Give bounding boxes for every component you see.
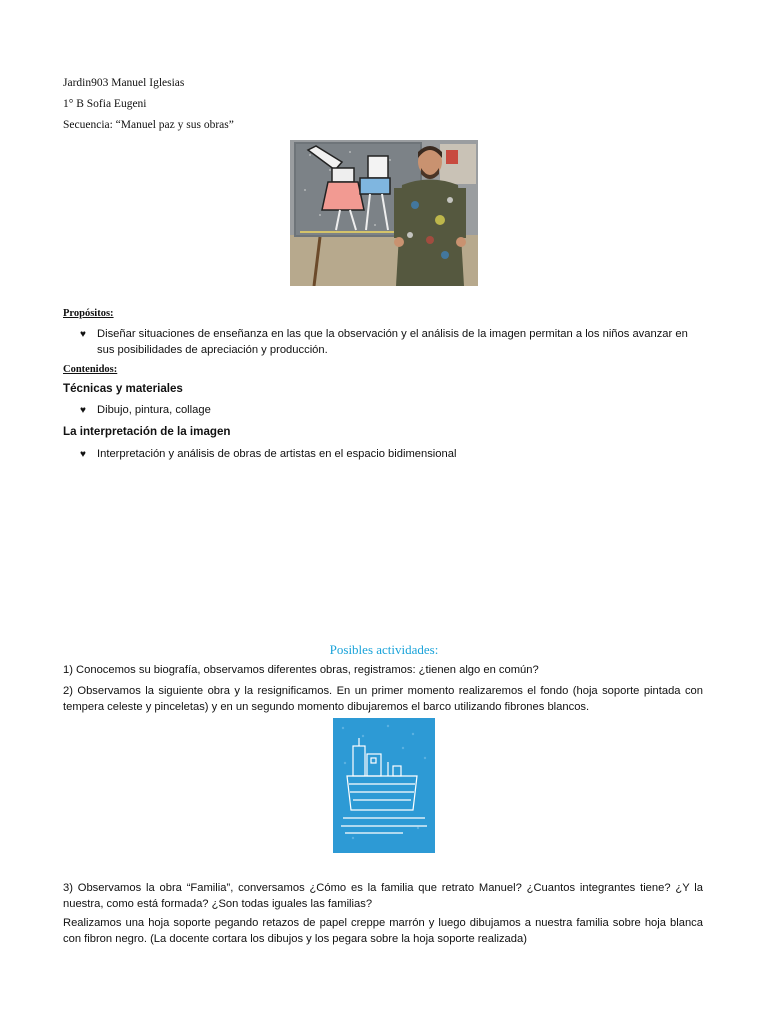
section-title-interpretation: La interpretación de la imagen — [63, 425, 231, 438]
purpose-item-text: Diseñar situaciones de enseñanza en las que la observación y el análisis de la imagen permitan a los niños avanzar en sus posibilidades de apreciación y producción. — [97, 328, 688, 356]
sequence-line: Secuencia: “Manuel paz y sus obras” — [63, 119, 234, 131]
artist-photo — [290, 140, 478, 286]
contents-heading: Contenidos: — [63, 364, 118, 375]
activity-paragraph: 2) Observamos la siguiente obra y la resignificamos. En un primer momento realizaremos el fondo (hoja soporte pintada con tempera celeste y pinceletas) y en un segundo momento dibujaremos el barco utilizando fibrones blancos. — [63, 685, 703, 713]
activity-paragraph: Realizamos una hoja soporte pegando retazos de papel creppe marrón y luego dibujamos a nuestra familia sobre hoja blanca con fibron negro. (La docente cortara los dibujos y los pegara sobre la hoja soporte realizada) — [63, 917, 703, 945]
boat-artwork-image — [333, 718, 435, 853]
contents-item-text: Interpretación y análisis de obras de artistas en el espacio bidimensional — [97, 448, 457, 460]
purpose-item — [80, 327, 705, 358]
section-title-techniques: Técnicas y materiales — [63, 382, 183, 395]
activity-paragraph: 1) Conocemos su biografía, observamos diferentes obras, registramos: ¿tienen algo en común? — [63, 664, 539, 676]
school-line: Jardin903 Manuel Iglesias — [63, 77, 185, 89]
activities-title: Posibles actividades: — [329, 642, 439, 657]
contents-item — [80, 403, 705, 419]
heart-bullet-icon: ♥ — [80, 329, 86, 340]
activity-paragraph: 3) Observamos la obra “Familia”, conversamos ¿Cómo es la familia que retrato Manuel? ¿Cuantos integrantes tiene? ¿Y la nuestra, como está formada? ¿Son todas iguales las familias? — [63, 882, 703, 910]
heart-bullet-icon: ♥ — [80, 449, 86, 460]
class-line: 1° B Sofia Eugeni — [63, 98, 147, 110]
contents-item — [80, 447, 705, 463]
heart-bullet-icon: ♥ — [80, 405, 86, 416]
contents-item-text: Dibujo, pintura, collage — [97, 404, 211, 416]
purposes-heading: Propósitos: — [63, 308, 114, 319]
